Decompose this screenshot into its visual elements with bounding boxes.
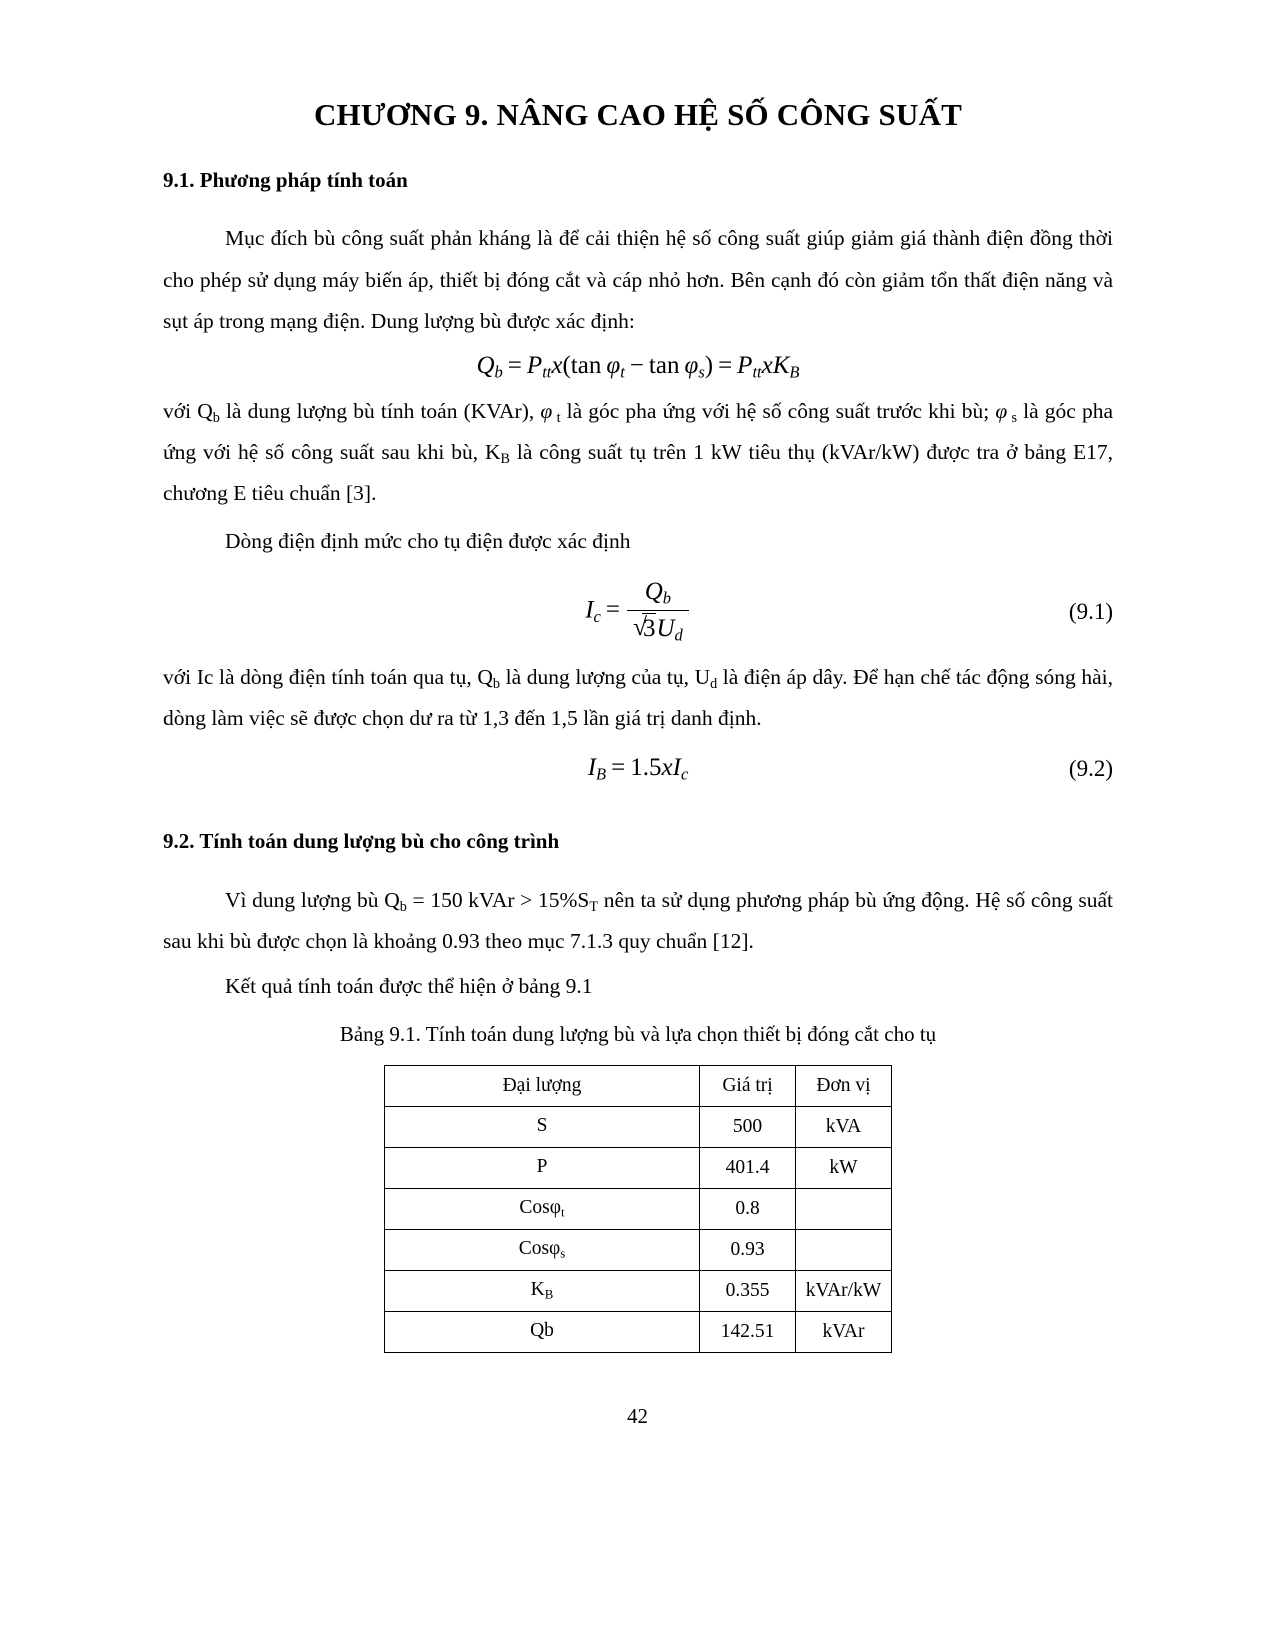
equation-number-9-2: (9.2) (1068, 755, 1113, 781)
formula-ic-numerator: Q (644, 577, 663, 605)
paragraph-ic-definitions (163, 657, 1113, 740)
formula-qb-open-paren: ( (562, 352, 571, 380)
formula-ib-equals: = (611, 753, 626, 781)
formula-ic-numerator-sub: b (662, 588, 672, 608)
text-run: với Q (163, 398, 213, 423)
formula-qb-phi-s-sub: s (698, 362, 705, 382)
table-cell-value: 142.51 (700, 1311, 796, 1352)
formula-qb-minus: − (629, 352, 644, 380)
table-row (385, 1188, 892, 1229)
formula-qb-times-1: x (551, 352, 563, 380)
formula-ib-lhs: I (587, 753, 597, 781)
text-run: nên ta sử dụng phương pháp bù ứng động. Hệ số công suất sau khi bù được chọn là khoảng 0.93 theo mục 7.1.3 quy chuẩn [12]. (163, 887, 1113, 953)
quantity-label: P (536, 1156, 548, 1178)
sub-b: b (212, 409, 220, 426)
table-cell-quantity (385, 1270, 700, 1311)
formula-ib (163, 754, 1113, 785)
formula-qb-ptt-2-sub: tt (752, 362, 762, 382)
table-cell-unit (796, 1229, 892, 1270)
table-cell-quantity (385, 1147, 700, 1188)
table-row (385, 1311, 892, 1352)
text-run: là dung lượng của tụ, U (500, 665, 711, 690)
formula-qb-ptt-2: P (737, 352, 753, 380)
paragraph-qb-definitions (163, 391, 1113, 515)
paragraph-9-1-current: Dòng điện định mức cho tụ điện được xác định (225, 528, 631, 553)
table-cell-quantity (385, 1311, 700, 1352)
formula-ib-ic-sub: c (680, 764, 689, 784)
text-run: Vì dung lượng bù Q (225, 887, 400, 912)
section-heading-9-1: 9.1. Phương pháp tính toán (163, 168, 408, 193)
table-cell-quantity (385, 1229, 700, 1270)
page-content (163, 96, 1113, 1353)
table-cell-quantity (385, 1188, 700, 1229)
formula-qb-ptt: P (526, 352, 543, 380)
table-caption: Bảng 9.1. Tính toán dung lượng bù và lựa chọn thiết bị đóng cắt cho tụ (339, 1022, 937, 1047)
formula-ib-times: x (661, 753, 673, 781)
formula-qb-lhs-sub: b (494, 362, 503, 382)
sub-T: T (589, 898, 599, 915)
table-cell-value: 0.355 (700, 1270, 796, 1311)
formula-ic-equals: = (605, 596, 620, 624)
quantity-label: S (536, 1115, 548, 1137)
sub-b: b (492, 676, 500, 693)
phi-symbol: φ (995, 398, 1008, 423)
table-row (385, 1147, 892, 1188)
table-cell-unit: kVA (796, 1106, 892, 1147)
quantity-label: K (530, 1279, 545, 1301)
formula-ic-ud: U (656, 614, 675, 642)
section-heading-9-2: 9.2. Tính toán dung lượng bù cho công trình (163, 829, 560, 854)
table-header-quantity: Đại lượng (385, 1065, 700, 1106)
formula-ib-lhs-sub: B (596, 764, 607, 784)
sub-B: B (500, 451, 510, 468)
text-run: = 150 kVAr > 15%S (406, 887, 590, 912)
quantity-label: Qb (530, 1320, 554, 1342)
text-run: là góc pha ứng với hệ số công suất sau khi bù, K (163, 398, 1113, 465)
text-run: với Ic là dòng điện tính toán qua tụ, Q (163, 665, 493, 690)
table-row (385, 1229, 892, 1270)
paragraph-9-2-result: Kết quả tính toán được thể hiện ở bảng 9.1 (225, 974, 593, 999)
formula-qb-tan-2: tan (648, 352, 680, 380)
table-cell-value: 500 (700, 1106, 796, 1147)
formula-ib-ic: I (672, 753, 681, 781)
quantity-label: Cosφ (519, 1197, 562, 1219)
sub-t: t (556, 409, 561, 426)
text-run: là góc pha ứng với hệ số công suất trước khi bù; (560, 398, 996, 423)
quantity-label: Cosφ (518, 1238, 561, 1260)
formula-qb-kb: K (772, 352, 790, 380)
paragraph-9-2-intro (163, 880, 1113, 963)
sub-d: d (710, 676, 718, 693)
formula-qb-tan-1: tan (570, 352, 602, 380)
formula-ic-radicand: 3 (642, 614, 656, 642)
table-header-value: Giá trị (700, 1065, 796, 1106)
quantity-subscript: s (560, 1246, 566, 1261)
formula-qb-phi-t-sub: t (620, 362, 625, 382)
table-cell-value: 0.8 (700, 1188, 796, 1229)
formula-qb-ptt-sub: tt (542, 362, 552, 382)
table-cell-unit: kW (796, 1147, 892, 1188)
text-run: là dung lượng bù tính toán (KVAr), (219, 398, 541, 423)
formula-qb (163, 352, 1113, 383)
spacer (163, 133, 1113, 167)
formula-ic-lhs: I (585, 596, 594, 624)
table-cell-value: 0.93 (700, 1229, 796, 1270)
equation-number-9-1: (9.1) (1068, 598, 1113, 624)
quantity-subscript: B (544, 1287, 554, 1302)
table-row (385, 1106, 892, 1147)
sqrt-icon (633, 613, 657, 644)
spacer (163, 194, 1113, 218)
table-header-row (385, 1065, 892, 1106)
paragraph-9-1-intro: Mục đích bù công suất phản kháng là để cải thiện hệ số công suất giúp giảm giá thành điện đồng thời cho phép sử dụng máy biến áp, thiết bị đóng cắt và cáp nhỏ hơn. Bên cạnh đó còn giảm tổn thất điện năng và sụt áp trong mạng điện. Dung lượng bù được xác định: (163, 226, 1113, 334)
spacer (163, 784, 1113, 828)
formula-qb-kb-sub: B (789, 362, 800, 382)
formula-qb-phi-t: φ (606, 352, 621, 380)
formula-qb-close-paren: ) (704, 352, 714, 380)
formula-qb-equals: = (507, 352, 522, 380)
sub-b: b (399, 898, 407, 915)
page-title: CHƯƠNG 9. NÂNG CAO HỆ SỐ CÔNG SUẤT (313, 97, 963, 132)
formula-ic (163, 578, 1113, 645)
table-header-unit: Đơn vị (796, 1065, 892, 1106)
formula-ic-ud-sub: d (674, 625, 683, 645)
quantity-subscript: t (561, 1205, 565, 1220)
formula-qb-phi-s: φ (684, 352, 699, 380)
phi-symbol: φ (540, 398, 553, 423)
table-cell-unit: kVAr/kW (796, 1270, 892, 1311)
table-cell-quantity (385, 1106, 700, 1147)
page-number: 42 (627, 1404, 648, 1428)
formula-ic-lhs-sub: c (593, 606, 601, 626)
sub-s: s (1011, 409, 1018, 426)
table-cell-unit: kVAr (796, 1311, 892, 1352)
text-run: là điện áp dây. Để hạn chế tác động sóng hài, dòng làm việc sẽ được chọn dư ra từ 1,3 đến 1,5 lần giá trị danh định. (163, 665, 1113, 731)
formula-qb-times-2: x (761, 352, 773, 380)
formula-ic-fraction (627, 578, 689, 645)
table-cell-value: 401.4 (700, 1147, 796, 1188)
text-run: là công suất tụ trên 1 kW tiêu thụ (kVAr/kW) được tra ở bảng E17, chương E tiêu chuẩn [3]. (163, 440, 1113, 506)
table-cell-unit (796, 1188, 892, 1229)
formula-ib-coefficient: 1.5 (630, 753, 662, 781)
formula-qb-lhs: Q (476, 352, 495, 380)
formula-qb-equals-2: = (718, 352, 733, 380)
table-row (385, 1270, 892, 1311)
spacer (163, 856, 1113, 880)
calculation-table (384, 1065, 892, 1353)
